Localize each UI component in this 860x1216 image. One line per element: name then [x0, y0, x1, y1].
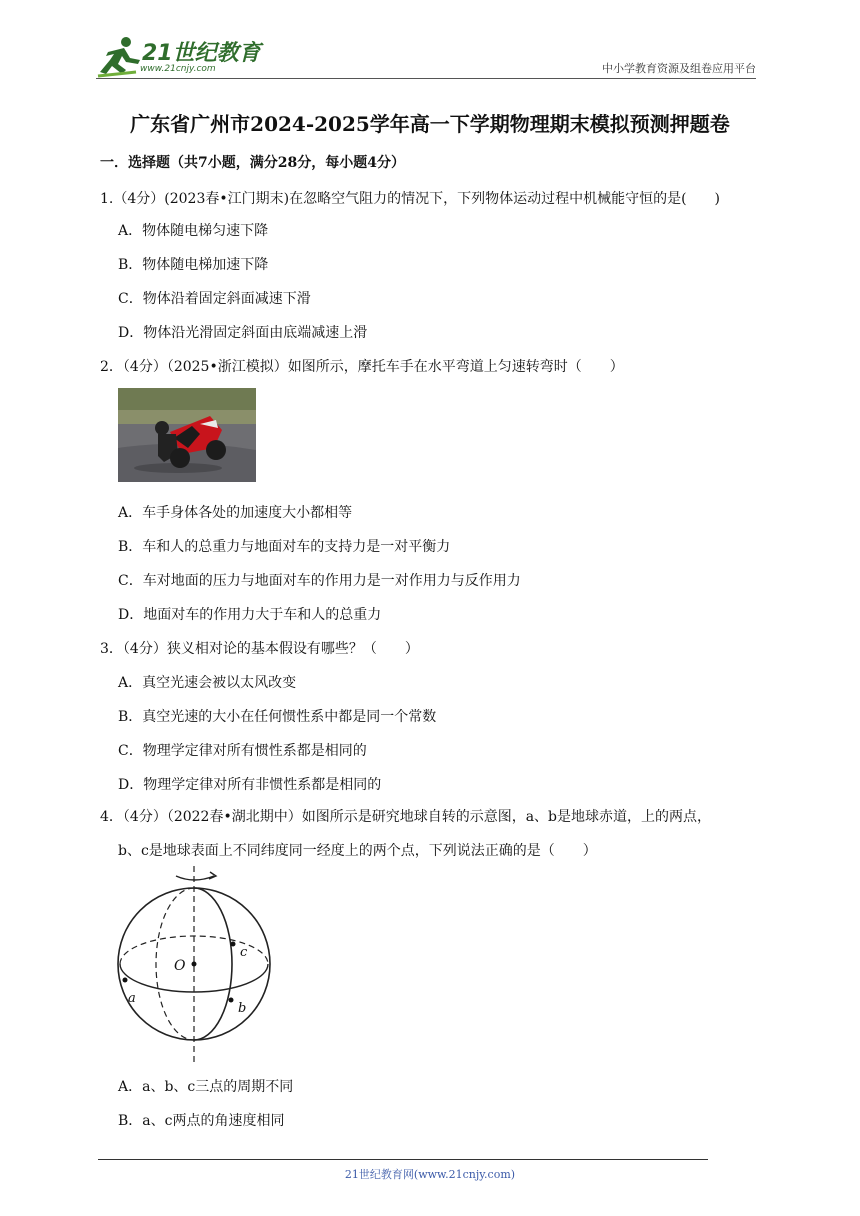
- footer-link[interactable]: 21世纪教育网(www.21cnjy.com): [344, 1168, 516, 1181]
- question-3-stem: 3．（4分）狭义相对论的基本假设有哪些？（ ）: [100, 641, 419, 657]
- header-divider: [96, 78, 756, 79]
- footer-divider: [98, 1159, 708, 1160]
- question-2-option-b: B．车和人的总重力与地面对车的支持力是一对平衡力: [118, 539, 451, 555]
- question-2-option-c: C．车对地面的压力与地面对车的作用力是一对作用力与反作用力: [118, 573, 521, 589]
- question-4-option-b: B．a、c两点的角速度相同: [118, 1113, 285, 1129]
- runner-logo-icon: [96, 34, 142, 78]
- question-3-option-b: B．真空光速的大小在任何惯性系中都是同一个常数: [118, 709, 437, 725]
- page-header: [96, 34, 756, 78]
- logo-text: 21世纪教育: [142, 41, 261, 66]
- logo-url: www.21cnjy.com: [140, 64, 216, 74]
- question-2-stem: 2．（4分）（2025•浙江模拟）如图所示，摩托车手在水平弯道上匀速转弯时（ ）: [100, 359, 624, 375]
- origin-label: O: [174, 958, 186, 974]
- question-1-option-a: A．物体随电梯匀速下降: [118, 223, 269, 239]
- question-3-option-d: D．物理学定律对所有非惯性系都是相同的: [118, 777, 382, 793]
- question-2-option-a: A．车手身体各处的加速度大小都相等: [118, 505, 353, 521]
- section-heading: 一．选择题（共7小题，满分28分，每小题4分）: [100, 155, 405, 171]
- site-logo: [96, 34, 266, 78]
- point-c-label: c: [240, 945, 248, 960]
- header-platform-label: 中小学教育资源及组卷应用平台: [602, 62, 756, 75]
- question-4-stem-continued: b、c是地球表面上不同纬度同一经度上的两个点，下列说法正确的是（ ）: [118, 843, 597, 859]
- question-4-stem: 4．（4分）（2022春•湖北期中）如图所示是研究地球自转的示意图，a、b是地球赤道，上的两点，: [100, 809, 712, 825]
- point-a-label: a: [128, 991, 136, 1006]
- question-1-stem: 1.（4分）(2023春•江门期末)在忽略空气阻力的情况下，下列物体运动过程中机械能守恒的是( ): [100, 191, 720, 207]
- question-1-option-c: C．物体沿着固定斜面减速下滑: [118, 291, 311, 307]
- question-1-option-b: B．物体随电梯加速下降: [118, 257, 269, 273]
- question-3-option-c: C．物理学定律对所有惯性系都是相同的: [118, 743, 367, 759]
- question-3-option-a: A．真空光速会被以太风改变: [118, 675, 297, 691]
- motorcycle-photo: [118, 388, 256, 482]
- point-b-label: b: [238, 1001, 247, 1016]
- question-2-option-d: D．地面对车的作用力大于车和人的总重力: [118, 607, 382, 623]
- question-4-option-a: A．a、b、c三点的周期不同: [118, 1079, 294, 1095]
- question-1-option-d: D．物体沿光滑固定斜面由底端减速上滑: [118, 325, 368, 341]
- earth-rotation-diagram: [112, 862, 282, 1062]
- page-title: 广东省广州市2024-2025学年高一下学期物理期末模拟预测押题卷: [130, 112, 730, 136]
